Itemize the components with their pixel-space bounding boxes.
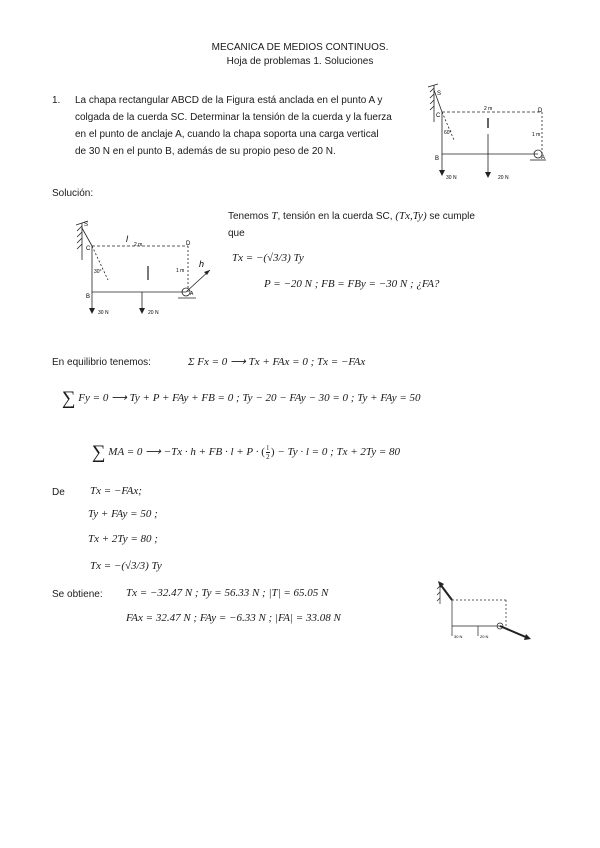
document-subtitle: Hoja de problemas 1. Soluciones: [226, 56, 374, 67]
tension-symbol: T: [271, 210, 278, 222]
tension-statement: [228, 208, 475, 225]
tension-text-3: se cumple: [429, 211, 475, 222]
eq-tx-ty: Tx = −(√3/3) Ty: [232, 252, 304, 264]
problem-line-2: colgada de la cuerda SC. Determinar la tensión de la cuerda y la fuerza: [75, 112, 392, 123]
fig1-angle: 60°: [444, 130, 452, 136]
fig1-load-b: 30 N: [446, 175, 457, 181]
eq-sum-fy: [62, 388, 421, 410]
eq-sum-fy-text: Fy = 0 ⟶ Ty + P + FAy + FB = 0 ; Ty − 20 − FAy − 30 = 0 ; Ty + FAy = 50: [78, 392, 421, 404]
fig2-label-h: h: [199, 259, 205, 269]
fig1-label-c: C: [436, 113, 441, 119]
figure-plate-3: [434, 578, 534, 640]
fig1-load-w: 20 N: [498, 175, 509, 181]
fig3-load-b: 30 N: [454, 634, 463, 639]
fig2-label-b: B: [86, 294, 91, 300]
figure-plate-2: [66, 220, 216, 320]
fig1-label-a: A: [541, 155, 546, 161]
tension-text-2: , tensión en la cuerda SC,: [277, 211, 393, 222]
fig1-label-b: B: [435, 156, 440, 162]
system-eq-3: Tx + 2Ty = 80 ;: [88, 533, 158, 545]
fig2-label-s: S: [84, 222, 89, 228]
figure-plate-1: [420, 82, 550, 182]
eq-known-forces: P = −20 N ; FB = FBy = −30 N ; ¿FA?: [264, 278, 440, 290]
fraction-l-over-2: $\frac{l}{2}$: [266, 443, 270, 461]
results-row-2: FAx = 32.47 N ; FAy = −6.33 N ; |FA| = 33.08 N: [126, 612, 341, 624]
results-row-1: Tx = −32.47 N ; Ty = 56.33 N ; |T| = 65.05 N: [126, 587, 329, 599]
system-eq-4: Tx = −(√3/3) Ty: [90, 560, 162, 572]
problem-line-1: La chapa rectangular ABCD de la Figura está anclada en el punto A y: [75, 95, 383, 106]
tension-text-1: Tenemos: [228, 211, 269, 222]
fig1-label-s: S: [437, 91, 442, 97]
fig2-label-d: D: [186, 241, 191, 247]
fig2-dim-side: 1 m: [176, 268, 185, 274]
system-de-label: De: [52, 487, 65, 498]
fig2-dim-top: 2 m: [134, 242, 143, 248]
solution-heading: Solución:: [52, 188, 94, 199]
fig2-label-l: l: [126, 234, 128, 244]
fig2-load-w: 20 N: [148, 310, 159, 316]
eq-sum-fx: Σ Fx = 0 ⟶ Tx + FAx = 0 ; Tx = −FAx: [188, 356, 366, 368]
fig1-label-d: D: [538, 108, 543, 114]
eq-sum-ma-pre: MA = 0 ⟶ −Tx · h + FB · l + P ·: [108, 446, 259, 458]
fig2-angle: 30°: [94, 269, 102, 275]
fig2-label-c: C: [86, 246, 91, 252]
problem-number: 1.: [52, 95, 61, 106]
eq-sum-ma: ∑ MA = 0 ⟶ −Tx · h + FB · l + P · ( $\frac{l}{2}$ ) − Ty · l = 0 ; Tx + 2Ty = 80: [92, 442, 401, 463]
sum-symbol: ∑: [92, 442, 106, 463]
system-eq-2: Ty + FAy = 50 ;: [88, 508, 158, 520]
fig2-load-b: 30 N: [98, 310, 109, 316]
fig2-label-a: A: [190, 291, 194, 297]
eq-sum-ma-post: − Ty · l = 0 ; Tx + 2Ty = 80: [277, 446, 401, 458]
problem-line-3: en el punto de anclaje A, cuando la chapa soporta una carga vertical: [75, 129, 379, 140]
equilibrium-intro: En equilibrio tenemos:: [52, 357, 151, 368]
fig1-dim-side: 1 m: [532, 132, 541, 138]
problem-line-4: de 30 N en el punto B, además de su propio peso de 20 N.: [75, 146, 336, 157]
document-title: MECANICA DE MEDIOS CONTINUOS.: [211, 42, 389, 53]
fig3-load-w: 20 N: [480, 634, 489, 639]
fig1-dim-top: 2 m: [484, 106, 493, 112]
tension-text-4: que: [228, 228, 245, 239]
results-label: Se obtiene:: [52, 589, 103, 600]
tension-components: (Tx,Ty): [395, 210, 427, 222]
sum-symbol: ∑: [62, 388, 76, 409]
system-eq-1: Tx = −FAx;: [90, 485, 142, 497]
